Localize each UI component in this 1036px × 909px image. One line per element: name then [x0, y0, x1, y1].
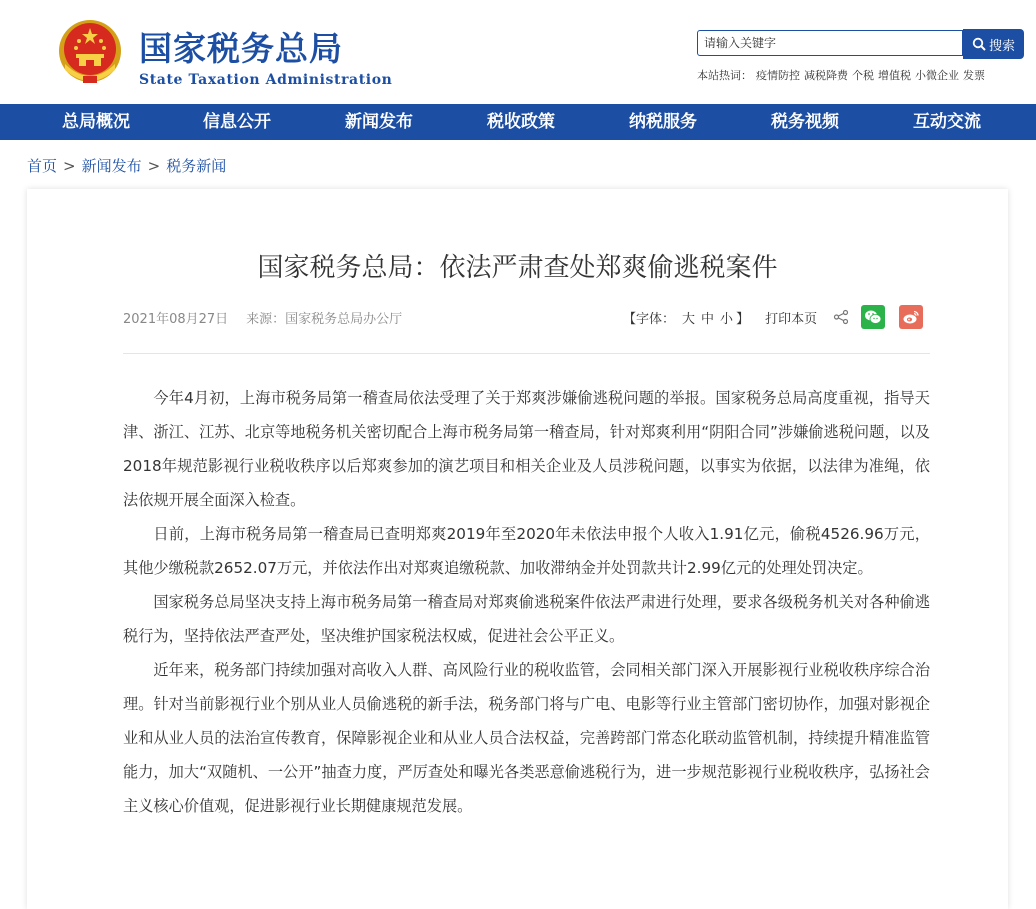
- site-title[interactable]: 国家税务总局: [139, 29, 343, 68]
- site-subtitle: State Taxation Administration: [139, 72, 393, 88]
- font-size-small[interactable]: 小: [720, 311, 734, 327]
- search-icon: [972, 37, 986, 51]
- article-source: 来源：国家税务总局办公厅: [246, 312, 403, 327]
- font-size-large[interactable]: 大: [682, 311, 696, 327]
- print-button[interactable]: 打印本页: [765, 311, 818, 327]
- hot-word-link[interactable]: 疫情防控: [756, 69, 800, 82]
- article-paragraph: 近年来，税务部门持续加强对高收入人群、高风险行业的税收监管，会同相关部门深入开展影视行业税收秩序综合治理。针对当前影视行业个别从业人员偷逃税的新手法，税务部门将与广电、电影等行业主管部门密切协作，加强对影视企业和从业人员的法治宣传教育，保障影视企业和从业人员合法权益，完善跨部门常态化联动监管机制，持续提升精准监管能力，加大“双随机、一公开”抽查力度，严厉查处和曝光各类恶意偷逃税行为，进一步规范影视行业税收秩序，弘扬社会主义核心价值观，促进影视行业长期健康规范发展。: [123, 661, 930, 815]
- breadcrumb-tax-news[interactable]: 税务新闻: [166, 157, 227, 175]
- hot-word-link[interactable]: 小微企业: [915, 69, 959, 82]
- article-title: 国家税务总局：依法严肃查处郑爽偷逃税案件: [257, 253, 778, 283]
- hot-words-label: 本站热词：: [697, 69, 752, 82]
- wechat-share-button[interactable]: [861, 305, 885, 329]
- site-header: [0, 0, 1036, 104]
- search-input[interactable]: [697, 30, 963, 56]
- nav-item-overview[interactable]: 总局概况: [62, 112, 130, 132]
- breadcrumb-separator: >: [63, 157, 76, 175]
- hot-word-link[interactable]: 增值税: [878, 69, 911, 82]
- search-button-label: 搜索: [988, 38, 1015, 54]
- font-size-medium[interactable]: 中: [701, 311, 715, 327]
- nav-item-info[interactable]: 信息公开: [203, 112, 271, 132]
- article-tools: [623, 305, 923, 329]
- nav-item-service[interactable]: 纳税服务: [629, 112, 697, 132]
- font-size-close: 】: [736, 311, 750, 327]
- divider: [123, 353, 930, 354]
- font-size-label: 【字体：: [623, 311, 676, 327]
- article-paragraph: 日前，上海市税务局第一稽查局已查明郑爽2019年至2020年未依法申报个人收入1.91亿元，偷税4526.96万元，其他少缴税款2652.07万元，并依法作出对郑爽追缴税款、加收滞纳金并处罚款共计2.99亿元的处理处罚决定。: [123, 525, 930, 577]
- breadcrumb-separator: >: [147, 157, 161, 175]
- breadcrumb: [27, 155, 226, 176]
- share-icon[interactable]: [833, 309, 849, 325]
- nav-item-policy[interactable]: 税收政策: [487, 112, 555, 132]
- wechat-icon: [864, 309, 882, 325]
- article-paragraph: 今年4月初，上海市税务局第一稽查局依法受理了关于郑爽涉嫌偷逃税问题的举报。国家税务总局高度重视，指导天津、浙江、江苏、北京等地税务机关密切配合上海市税务局第一稽查局，针对郑爽利用“阴阳合同”涉嫌偷逃税问题，以及2018年规范影视行业税收秩序以后郑爽参加的演艺项目和相关企业及人员涉税问题，以事实为依据，以法律为准绳，依法依规开展全面深入检查。: [123, 389, 930, 509]
- article-date: 2021年08月27日: [123, 312, 229, 327]
- search-button[interactable]: [963, 29, 1024, 59]
- weibo-share-button[interactable]: [899, 305, 923, 329]
- weibo-icon: [902, 309, 920, 325]
- breadcrumb-home[interactable]: 首页: [27, 157, 58, 175]
- hot-word-link[interactable]: 减税降费: [804, 69, 848, 82]
- main-nav: [0, 104, 1036, 140]
- nav-item-video[interactable]: 税务视频: [771, 112, 839, 132]
- nav-item-news[interactable]: 新闻发布: [345, 112, 413, 132]
- nav-item-interact[interactable]: 互动交流: [913, 112, 981, 132]
- national-emblem-icon[interactable]: [57, 18, 123, 86]
- breadcrumb-news[interactable]: 新闻发布: [81, 157, 142, 175]
- hot-words: [697, 67, 989, 83]
- article-meta: [123, 308, 402, 327]
- hot-word-link[interactable]: 发票: [963, 69, 985, 82]
- article-panel: [27, 189, 1008, 909]
- article-body: [123, 381, 930, 823]
- hot-word-link[interactable]: 个税: [852, 69, 874, 82]
- article-paragraph: 国家税务总局坚决支持上海市税务局第一稽查局对郑爽偷逃税案件依法严肃进行处理，要求各级税务机关对各种偷逃税行为，坚持依法严查严处，坚决维护国家税法权威，促进社会公平正义。: [123, 593, 930, 645]
